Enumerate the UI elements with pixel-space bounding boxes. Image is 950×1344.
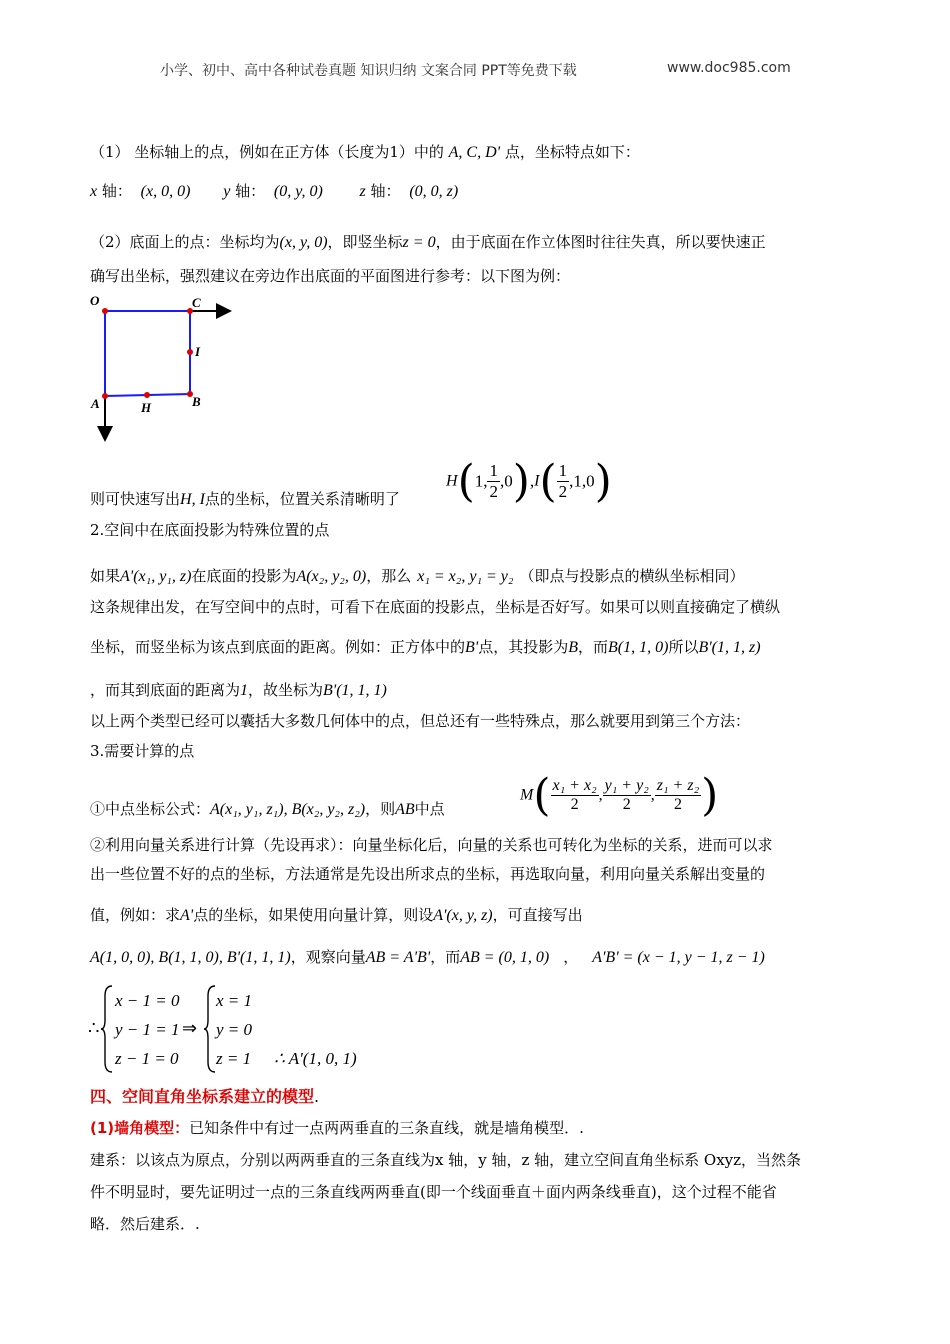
para-5-a: 坐标，而竖坐标为该点到底面的距离。例如：正方体中的 xyxy=(90,638,466,656)
label-a: A xyxy=(91,396,100,411)
para-10-a: ，观察向量 xyxy=(290,948,366,966)
para-2 xyxy=(90,232,766,253)
h-x: 1 xyxy=(474,471,484,491)
para-10-math-4: A'B' = (x − 1, y − 1, z − 1) xyxy=(592,949,765,966)
point-h xyxy=(144,392,150,398)
para-11 xyxy=(90,1118,584,1138)
mid-y-frac: $\frac{\text{y₁ + y₂}}{2}$ xyxy=(604,777,649,813)
para-5-line-1: 这条规律出发，在写空间中的点时，可看下在底面的投影点，坐标是否好写。如果可以则直接确定了横纵 xyxy=(90,598,781,616)
right-brace xyxy=(203,984,217,1074)
para-4-d: （即点与投影点的横纵坐标相同） xyxy=(519,567,745,585)
point-o xyxy=(102,308,108,314)
para-1 xyxy=(90,142,640,163)
para-2-a: （2）底面上的点：坐标均为 xyxy=(90,233,280,251)
para-8-math-1: A(x₁, y₁, z₁), B(x₂, y₂, z₂) xyxy=(210,801,366,818)
y-axis-label: y xyxy=(223,183,231,200)
para-5-d: 所以 xyxy=(668,638,699,656)
para-5-line-2 xyxy=(90,637,761,658)
para-2-c: ，由于底面在作立体图时往往失真，所以要快速正 xyxy=(435,233,766,251)
para-2-line-2: 确写出坐标，强烈建议在旁边作出底面的平面图进行参考：以下图为例： xyxy=(90,267,571,285)
point-a xyxy=(102,393,108,399)
left-eq-3: z − 1 = 0 xyxy=(115,1049,179,1068)
para-4-a: 如果 xyxy=(90,567,121,585)
para-6-math-2: B'(1, 1, 1) xyxy=(323,682,387,699)
para-5-math-4: B'(1, 1, z) xyxy=(698,639,761,656)
para-4 xyxy=(90,566,744,587)
para-5-c: ，而 xyxy=(578,638,609,656)
para-9-b: 点的坐标，如果使用向量计算，则设 xyxy=(193,906,434,924)
label-h: H xyxy=(141,400,152,415)
x-axis-suffix: 轴： xyxy=(97,182,132,200)
para-10-math-3: AB = (0, 1, 0) xyxy=(460,949,550,966)
para-3 xyxy=(90,489,400,510)
square-figure xyxy=(85,290,245,450)
para-9-c: ，可直接写出 xyxy=(492,906,583,924)
para-4-c: ，那么 xyxy=(366,567,412,585)
para-5-math-1: B' xyxy=(465,639,479,656)
para-9-line-2: 出一些位置不好的点的坐标，方法通常是先设出所求点的坐标，再选取向量，利用向量关系解出变量的 xyxy=(90,865,766,883)
mid-x-frac: $\frac{\text{x₁ + x₂}}{2}$ xyxy=(552,777,597,813)
mid-z-frac: $\frac{\text{z₁ + z₂}}{2}$ xyxy=(656,777,700,813)
right-eq-3: z = 1 xyxy=(216,1049,252,1068)
x-axis-value: (x, 0, 0) xyxy=(140,183,191,200)
z-axis-suffix: 轴： xyxy=(365,182,401,200)
para-11-text: 已知条件中有过一点两两垂直的三条直线，就是墙角模型．. xyxy=(189,1119,584,1137)
para-1-tail: 点，坐标特点如下： xyxy=(504,143,640,161)
para-7: 以上两个类型已经可以囊括大多数几何体中的点，但总还有一些特殊点，那么就要用到第三个方法： xyxy=(90,712,751,730)
right-eq-1: x = 1 xyxy=(216,991,253,1010)
para-3-a: 则可快速写出 xyxy=(90,490,181,508)
para-1-text: （1） 坐标轴上的点，例如在正方体（长度为1）中的 xyxy=(90,143,444,161)
header-banner: 小学、初中、高中各种试卷真题 知识归纳 文案合同 PPT等免费下载 xyxy=(160,63,577,79)
implies-arrow: ⇒ xyxy=(182,1018,198,1038)
section-4-title: 四、空间直角坐标系建立的模型. xyxy=(90,1087,320,1106)
i-x-frac: $\frac{1}{2}$ xyxy=(558,461,568,501)
para-3-b: 点的坐标，位置关系清晰明了 xyxy=(204,490,400,508)
para-5-math-3: B(1, 1, 0) xyxy=(608,639,669,656)
para-4-math-1: A'(x₁, y₁, z) xyxy=(120,568,192,585)
x-axis-label: x xyxy=(90,183,98,200)
para-2-b: ，即竖坐标 xyxy=(327,233,403,251)
y-axis-suffix: 轴： xyxy=(230,182,266,200)
h-y-frac: $\frac{1}{2}$ xyxy=(489,461,498,501)
para-9-math-1: A' xyxy=(180,907,194,924)
z-axis-value: (0, 0, z) xyxy=(409,183,459,200)
i-z: 0 xyxy=(586,471,595,491)
section-3-title: 3.需要计算的点 xyxy=(90,742,195,760)
square-outline xyxy=(105,311,190,396)
section-2-title: 2.空间中在底面投影为特殊位置的点 xyxy=(90,521,330,539)
therefore-symbol: ∴ xyxy=(88,1018,100,1038)
wall-corner-label: (1)墙角模型： xyxy=(90,1119,190,1137)
h-z: 0 xyxy=(504,471,513,491)
para-9-line-3 xyxy=(90,905,583,926)
label-b: B xyxy=(192,394,201,409)
h-symbol: H xyxy=(446,472,458,490)
y-axis-value: (0, y, 0) xyxy=(273,183,323,200)
system-conclusion: ∴ A'(1, 0, 1) xyxy=(274,1049,357,1068)
left-eq-1: x − 1 = 0 xyxy=(115,991,180,1010)
midpoint-label: M xyxy=(520,786,534,804)
para-10-c: ， xyxy=(563,948,579,966)
para-4-math-3: x₁ = x₂, y₁ = y₂ xyxy=(417,568,514,585)
left-system xyxy=(115,986,180,1073)
para-3-math: H, I xyxy=(180,491,205,508)
para-5-math-2: B xyxy=(568,639,579,656)
label-i: I xyxy=(195,344,201,359)
para-10-b: ，而 xyxy=(430,948,461,966)
para-6-b: ，故坐标为 xyxy=(248,681,324,699)
para-2-math-1: (x, y, 0) xyxy=(279,234,328,251)
para-4-math-2: A(x₂, y₂, 0) xyxy=(296,568,367,585)
para-9-a: 值，例如：求 xyxy=(90,906,181,924)
para-8 xyxy=(90,799,445,820)
para-12-line-1: 建系：以该点为原点，分别以两两垂直的三条直线为x 轴，y 轴，z 轴，建立空间直角坐标系 Oxyz，当然条 xyxy=(90,1151,802,1169)
point-i xyxy=(187,349,193,355)
para-12-line-2: 件不明显时，要先证明过一点的三条直线两两垂直(即一个线面垂直＋面内两条线垂直)，这个过程不能省 xyxy=(90,1183,777,1201)
z-axis-label: z xyxy=(359,183,366,200)
para-8-a: ①中点坐标公式： xyxy=(90,800,211,818)
label-c: C xyxy=(192,295,201,310)
right-eq-2: y = 0 xyxy=(216,1020,253,1039)
right-system xyxy=(216,986,252,1073)
para-10-math-1: A(1, 0, 0), B(1, 1, 0), B'(1, 1, 1) xyxy=(90,949,291,966)
i-symbol: I xyxy=(534,472,540,490)
label-o: O xyxy=(90,293,100,308)
header-url[interactable]: www.doc985.com xyxy=(667,60,791,76)
para-10 xyxy=(90,947,765,968)
para-12-line-3: 略．然后建系．. xyxy=(90,1215,200,1233)
para-6-a: ，而其到底面的距离为 xyxy=(90,681,241,699)
para-8-b: ，则 xyxy=(365,800,396,818)
midpoint-formula: M( $\frac{\text{x₁ + x₂}}{2}$ , $\frac{\text{y₁ + y₂}}{2}$ , $\frac{\text{z₁ + z₂}}{2}$ ) xyxy=(520,770,719,821)
para-6-math-1: 1 xyxy=(240,682,249,699)
para-6 xyxy=(90,680,387,701)
axes-line xyxy=(90,181,458,202)
para-10-math-2: AB = A'B' xyxy=(365,949,431,966)
left-eq-2: y − 1 = 1 xyxy=(115,1020,180,1039)
left-brace xyxy=(100,984,114,1074)
para-9-line-1: ②利用向量关系进行计算（先设再求）：向量坐标化后，向量的关系也可转化为坐标的关系，进而可以求 xyxy=(90,836,773,854)
para-8-c: 中点 xyxy=(414,800,445,818)
para-2-math-2: z = 0 xyxy=(402,234,436,251)
para-9-math-2: A'(x, y, z) xyxy=(433,907,493,924)
para-1-math: A, C, D' xyxy=(448,144,501,161)
para-5-b: 点，其投影为 xyxy=(478,638,569,656)
para-4-b: 在底面的投影为 xyxy=(191,567,297,585)
hi-formula: H(1, $\frac{1}{2}$ ,0),I( $\frac{1}{2}$ ,1,0) xyxy=(446,456,612,507)
para-8-math-2: AB xyxy=(395,801,415,818)
